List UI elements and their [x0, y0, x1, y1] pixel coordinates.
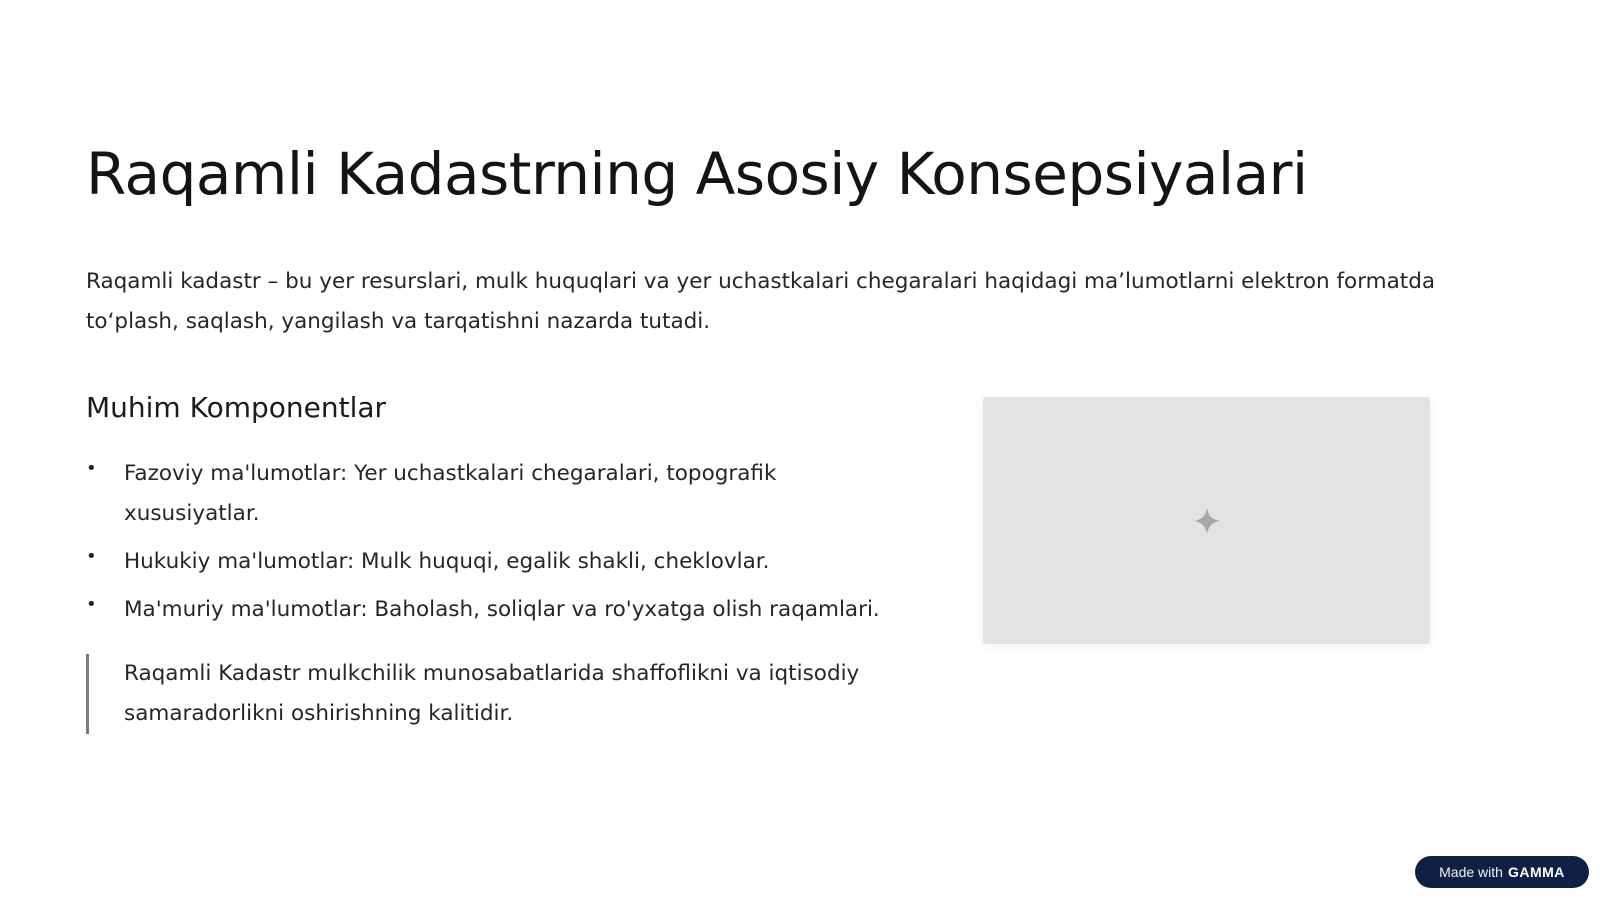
bullet-marker: • [86, 546, 97, 567]
bullet-text: Fazoviy ma'lumotlar: Yer uchastkalari chegaralari, topografik xususiyatlar. [124, 461, 777, 526]
list-item [86, 542, 886, 582]
slide-title: Raqamli Kadastrning Asosiy Konsepsiyalari [86, 140, 1308, 208]
bullet-marker: • [86, 594, 97, 615]
bullet-text: Hukukiy ma'lumotlar: Mulk huquqi, egalik shakli, cheklovlar. [124, 549, 770, 574]
callout-quote-text: Raqamli Kadastr mulkchilik munosabatlarida shaffoflikni va iqtisodiy samaradorlikni oshirishning kalitidir. [124, 661, 860, 726]
list-item [86, 590, 886, 630]
section-heading: Muhim Komponentlar [86, 391, 387, 424]
bullet-list [86, 454, 886, 638]
list-item [86, 454, 886, 534]
callout-quote [86, 654, 886, 734]
sparkle-icon [1192, 506, 1222, 536]
bullet-text: Ma'muriy ma'lumotlar: Baholash, soliqlar va ro'yxatga olish raqamlari. [124, 597, 880, 622]
image-placeholder[interactable] [983, 397, 1430, 644]
intro-paragraph: Raqamli kadastr – bu yer resurslari, mulk huquqlari va yer uchastkalari chegaralari haqidagi ma’lumotlarni elektron formatda to‘plash, saqlash, yangilash va tarqatishni nazarda tutadi. [86, 269, 1436, 334]
made-with-gamma-badge[interactable] [1415, 856, 1589, 888]
bullet-marker: • [86, 458, 97, 479]
gamma-logo-text: GAMMA [1507, 864, 1565, 880]
badge-made-with-text: Made with [1439, 864, 1503, 880]
